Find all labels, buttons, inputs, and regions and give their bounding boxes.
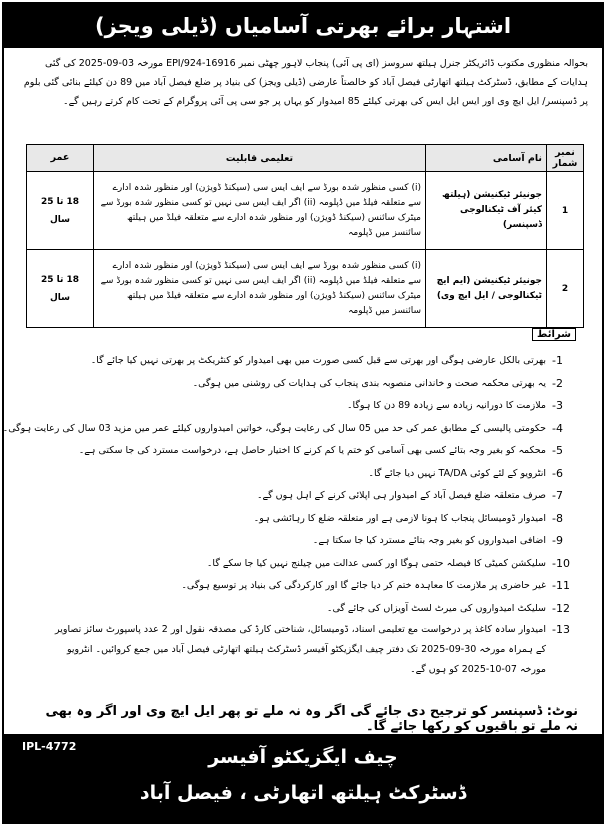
condition-item	[20, 575, 586, 598]
advertisement-page	[2, 2, 604, 824]
condition-number: -7	[552, 489, 563, 502]
condition-item	[20, 395, 586, 418]
condition-number: -11	[552, 579, 570, 592]
condition-text: یہ بھرتی محکمہ صحت و خاندانی منصوبہ بندی پنجاب کی ہدایات کی روشنی میں ہوگی۔	[192, 377, 546, 389]
condition-text: امیدوار سادہ کاغذ پر درخواست مع تعلیمی اسناد، ڈومیسائل، شناختی کارڈ کی مصدقہ نقول اور 2 عدد پاسپورٹ سائز تصاویر کے ہمراہ مورخہ 30-09-2025 تک دفتر چیف ایگزیکٹو آفیسر ڈسٹرکٹ ہیلتھ اتھارٹی فیصل آباد میں جمع کروائیں۔ انٹرویو مورخہ 07-10-2025 کو ہوں گے۔	[55, 624, 546, 675]
row-qualification: (i) کسی منظور شدہ بورڈ سے ایف ایس سی (سیکنڈ ڈویژن) اور منظور شدہ ادارے سے متعلقہ فیلڈ میں ڈپلومہ (ii) اگر ایف ایس سی نہیں تو کسی منظور شدہ بورڈ سے میٹرک سائنس (سیکنڈ ڈویژن) اور منظور شدہ ادارے سے متعلقہ فیلڈ میں ہیلتھ سائنسز میں ڈپلومہ	[94, 172, 426, 250]
row-post-name: جونیئر ٹیکنیشن (ہیلتھ کیئر آف ٹیکنالوجی ڈسپنسر)	[426, 172, 547, 250]
table-row	[27, 172, 584, 250]
conditions-heading: شرائط	[532, 328, 576, 341]
row-age: 18 تا 25 سال	[27, 172, 94, 250]
condition-item	[20, 350, 586, 373]
header-serial: نمبر شمار	[547, 145, 584, 172]
condition-item	[20, 373, 586, 396]
row-post-name: جونیئر ٹیکنیشن (ایم ایچ ٹیکنالوجی / ایل ایچ وی)	[426, 250, 547, 328]
condition-text: سلیکشن کمیٹی کا فیصلہ حتمی ہوگا اور کسی عدالت میں چیلنج نہیں کیا جا سکے گا۔	[206, 557, 546, 569]
header-post-name: نام آسامی	[426, 145, 547, 172]
condition-item	[20, 620, 586, 688]
condition-number: -2	[552, 376, 563, 390]
intro-paragraph: بحوالہ منظوری مکتوب ڈائریکٹر جنرل ہیلتھ سروسز (ای پی آئی) پنجاب لاہور چھٹی نمبر 16916-924/EPI مورخہ 03-09-2025 کی گئی ہدایات کے مطابق، ڈسٹرکٹ ہیلتھ اتھارٹی فیصل آباد کو خالصتاً عارضی (ڈیلی ویجز) کی بنیاد پر ضلع فیصل آباد میں 89 دن کیلئے بنائی گئی بلوم پر ڈسپنسر/ ایل ایچ وی اور ایس ایل ایس کی بھرتی کیلئے 85 امیدوار کو یہاں پر جو سی پی آئی پروگرام کے تحت کام کرتے رہیں گے۔	[23, 58, 588, 107]
condition-number: -6	[552, 466, 563, 480]
condition-item	[20, 440, 586, 463]
condition-text: امیدوار ڈومیسائل پنجاب کا ہونا لازمی ہے اور متعلقہ ضلع کا رہائشی ہو۔	[253, 512, 546, 524]
posts-table	[26, 144, 584, 328]
ad-header-banner	[4, 4, 602, 48]
office-name: ڈسٹرکٹ ہیلتھ اتھارٹی ، فیصل آباد	[139, 782, 467, 804]
condition-text: صرف متعلقہ ضلع فیصل آباد کے امیدوار ہی اپلائی کرنے کے اہل ہوں گے۔	[256, 490, 546, 501]
condition-text: حکومتی پالیسی کے مطابق عمر کی حد میں 05 سال کی رعایت ہوگی، خواتین امیدواروں کیلئے عمر میں مزید 03 سال کی رعایت ہوگی۔	[2, 422, 546, 434]
condition-item	[20, 463, 586, 486]
condition-text: انٹرویو کے لئے کوئی TA/DA نہیں دیا جائے گا۔	[368, 467, 546, 479]
ad-title: اشتہار برائے بھرتی آسامیاں (ڈیلی ویجز)	[94, 14, 512, 38]
preference-note: نوٹ: ڈسپنسر کو ترجیح دی جائے گی اگر وہ نہ ملے تو پھر ایل ایچ وی اور اگر وہ بھی نہ ملے تو باقیوں کو رکھا جائے گا۔	[45, 704, 578, 734]
condition-item	[2, 418, 586, 441]
row-qualification: (i) کسی منظور شدہ بورڈ سے ایف ایس سی (سیکنڈ ڈویژن) اور منظور شدہ ادارے سے متعلقہ فیلڈ میں ڈپلومہ (ii) اگر ایف ایس سی نہیں تو کسی منظور شدہ بورڈ سے میٹرک سائنس (سیکنڈ ڈویژن) اور منظور شدہ ادارے سے متعلقہ فیلڈ میں ہیلتھ سائنسز میں ڈپلومہ	[94, 250, 426, 328]
footer-banner	[4, 734, 602, 822]
officer-designation: چیف ایگزیکٹو آفیسر	[208, 746, 398, 768]
conditions-list	[2, 350, 586, 688]
table-header-row	[27, 145, 584, 172]
condition-number: -8	[552, 511, 563, 525]
row-serial: 1	[547, 172, 584, 250]
condition-text: محکمہ کو بغیر وجہ بتائے کسی بھی آسامی کو ختم یا کم کرنے کا اختیار حاصل ہے، درخواست مسترد کی جا سکتی ہے۔	[78, 445, 546, 456]
condition-number: -10	[552, 556, 570, 570]
condition-number: -5	[552, 444, 563, 457]
condition-text: غیر حاضری پر ملازمت کا معاہدہ ختم کر دیا جائے گا اور کارکردگی کی بنیاد پر توسیع ہوگی۔	[181, 580, 546, 591]
condition-text: سلیکٹ امیدواروں کی میرٹ لسٹ آویزاں کی جائے گی۔	[326, 602, 546, 614]
condition-item	[20, 598, 586, 621]
condition-text: ملازمت کا دورانیہ زیادہ سے زیادہ 89 دن کا ہوگا۔	[346, 400, 546, 411]
condition-item	[20, 485, 586, 508]
condition-number: -9	[552, 534, 563, 547]
header-qualification: تعلیمی قابلیت	[94, 145, 426, 172]
row-serial: 2	[547, 250, 584, 328]
condition-item	[20, 553, 586, 576]
condition-number: -3	[552, 399, 563, 412]
condition-number: -1	[552, 354, 563, 367]
ipl-reference: IPL-4772	[22, 740, 77, 753]
condition-number: -4	[552, 421, 563, 435]
table-row	[27, 250, 584, 328]
condition-text: بھرتی بالکل عارضی ہوگی اور بھرتی سے قبل کسی صورت میں بھی امیدوار کو کنٹریکٹ پر بھرتی نہیں کیا جائے گا۔	[90, 355, 546, 366]
condition-text: اضافی امیدواروں کو بغیر وجہ بتائے مسترد کیا جا سکتا ہے۔	[312, 535, 546, 546]
condition-item	[20, 530, 586, 553]
condition-number: -13	[552, 623, 570, 636]
condition-number: -12	[552, 601, 570, 615]
header-age: عمر	[27, 145, 94, 172]
row-age: 18 تا 25 سال	[27, 250, 94, 328]
condition-item	[20, 508, 586, 531]
